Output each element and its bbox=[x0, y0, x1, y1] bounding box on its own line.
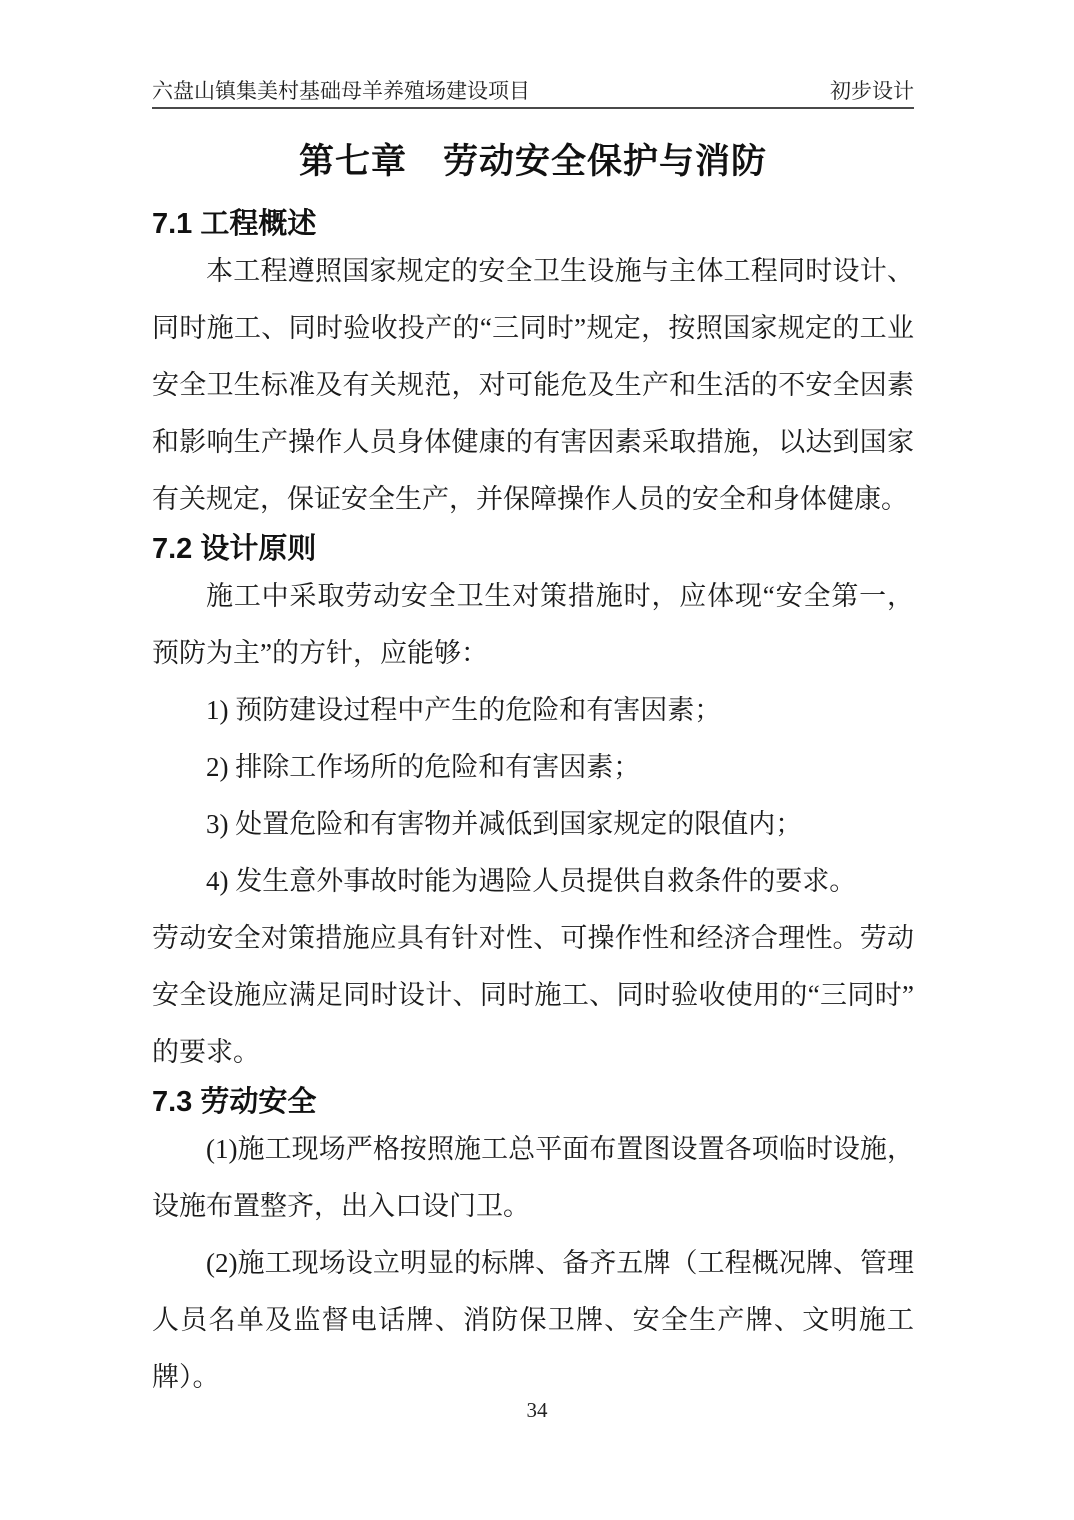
section-heading-7-2: 7.2 设计原则 bbox=[152, 533, 317, 565]
chapter-title: 第七章 劳动安全保护与消防 bbox=[298, 142, 767, 181]
section-heading-7-3: 7.3 劳动安全 bbox=[152, 1086, 317, 1118]
section-7-2-conclusion-paragraph: 劳动安全对策措施应具有针对性、可操作性和经济合理性。劳动安全设施应满足同时设计、同时施工、同时验收使用的“三同时”的要求。 bbox=[152, 923, 914, 1067]
header-doc-stage: 初步设计 bbox=[830, 79, 914, 103]
design-principle-item-4: 4) 发生意外事故时能为遇险人员提供自救条件的要求。 bbox=[206, 866, 857, 896]
section-7-2-intro-paragraph: 施工中采取劳动安全卫生对策措施时，应体现“安全第一，预防为主”的方针，应能够： bbox=[152, 581, 914, 668]
section-7-3-paragraph-2: (2)施工现场设立明显的标牌、备齐五牌（工程概况牌、管理人员名单及监督电话牌、消防保卫牌、安全生产牌、文明施工牌）。 bbox=[152, 1248, 914, 1392]
design-principle-item-2: 2) 排除工作场所的危险和有害因素； bbox=[206, 752, 641, 782]
header-project-title: 六盘山镇集美村基础母羊养殖场建设项目 bbox=[152, 79, 530, 103]
section-7-1-paragraph: 本工程遵照国家规定的安全卫生设施与主体工程同时设计、同时施工、同时验收投产的“三同时”规定，按照国家规定的工业安全卫生标准及有关规范，对可能危及生产和生活的不安全因素和影响生产操作人员身体健康的有害因素采取措施，以达到国家有关规定，保证安全生产，并保障操作人员的安全和身体健康。 bbox=[152, 256, 914, 514]
section-heading-7-1: 7.1 工程概述 bbox=[152, 208, 317, 240]
page-number: 34 bbox=[526, 1398, 548, 1422]
section-7-3-paragraph-1: (1)施工现场严格按照施工总平面布置图设置各项临时设施，设施布置整齐，出入口设门卫。 bbox=[152, 1134, 914, 1221]
design-principle-item-1: 1) 预防建设过程中产生的危险和有害因素； bbox=[206, 695, 722, 725]
page-content bbox=[152, 0, 914, 1406]
page-header bbox=[152, 0, 914, 109]
design-principle-item-3: 3) 处置危险和有害物并减低到国家规定的限值内； bbox=[206, 809, 803, 839]
